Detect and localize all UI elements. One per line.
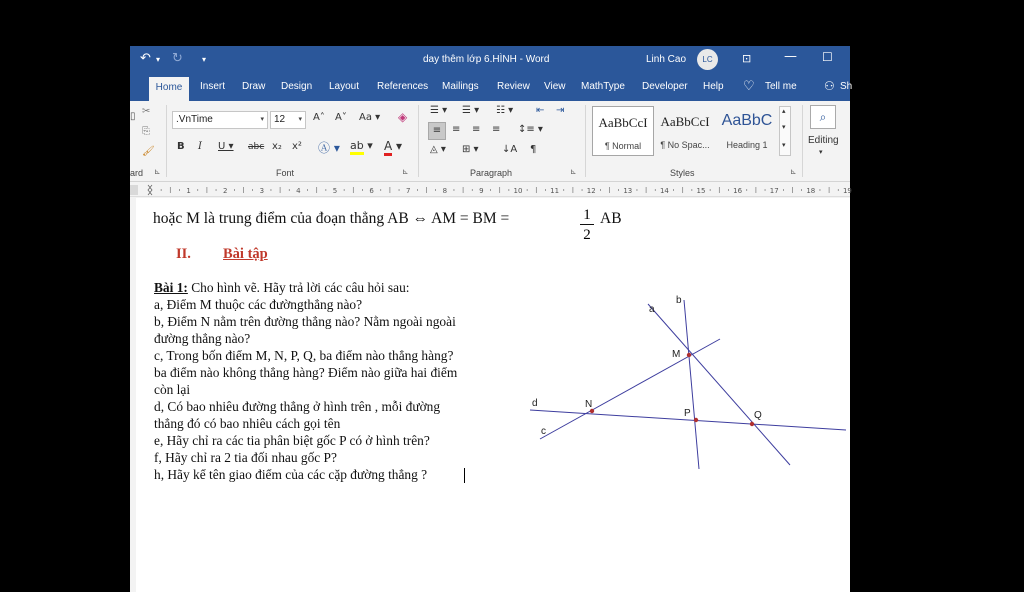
ruler-number: 11 <box>550 187 560 195</box>
paragraph-group-label: Paragraph <box>470 168 513 178</box>
ruler-number: 19 <box>842 187 852 195</box>
style-name: Heading 1 <box>726 140 768 150</box>
copy-icon[interactable]: ⎘ <box>142 126 150 137</box>
tab-layout[interactable]: Layout <box>329 81 360 92</box>
ruler-number: 2 <box>222 187 228 195</box>
ruler-number: 10 <box>513 187 523 195</box>
italic-icon[interactable]: I <box>198 141 202 152</box>
label-line-c: c <box>541 426 546 437</box>
ruler-number: 1 <box>186 187 191 195</box>
tab-design[interactable]: Design <box>281 81 313 92</box>
editing-label[interactable]: Editing <box>808 135 839 146</box>
strikethrough-icon[interactable]: abc <box>248 142 265 152</box>
increase-indent-icon[interactable]: ⇥ <box>556 105 565 116</box>
midpoint-definition: hoặc M là trung điểm của đoạn thẳng AB ⇔ AM = BM = <box>153 210 510 227</box>
paste-icon[interactable]: ▯ <box>130 111 136 122</box>
tab-insert[interactable]: Insert <box>200 81 226 92</box>
clear-formatting-icon[interactable]: ◈ <box>398 110 408 124</box>
search-icon: ⌕ <box>819 110 827 124</box>
redo-icon[interactable]: ↻ <box>172 51 183 66</box>
subscript-icon[interactable]: x₂ <box>272 141 282 152</box>
line-c <box>540 339 720 439</box>
style-sample: AaBbC <box>721 112 773 129</box>
point-m <box>687 353 691 357</box>
question-c-cont2: còn lại <box>154 382 191 397</box>
multilevel-list-icon[interactable]: ☷ ▾ <box>496 105 514 116</box>
change-case-icon[interactable]: Aa ▾ <box>359 112 381 123</box>
paragraph-launcher-icon[interactable]: ⊾ <box>570 167 577 176</box>
label-point-n: N <box>585 399 593 410</box>
ruler-number: 17 <box>769 187 779 195</box>
shading-icon[interactable]: ◬ ▾ <box>430 144 446 155</box>
question-b-cont: đường thẳng nào? <box>154 331 251 346</box>
chevron-down-icon: ▾ <box>260 116 264 123</box>
align-right-icon[interactable]: ≡ <box>472 124 481 135</box>
question-c-cont: ba điểm nào không thẳng hàng? Điểm nào giữa hai điểm <box>154 365 458 380</box>
minimize-icon[interactable]: — <box>784 49 797 64</box>
undo-icon[interactable]: ↶ <box>140 51 151 66</box>
fraction-denominator: 2 <box>583 227 591 243</box>
format-painter-icon[interactable]: 🖌 <box>142 146 155 157</box>
align-center-icon[interactable]: ≡ <box>452 124 461 135</box>
question-f: f, Hãy chỉ ra 2 tia đối nhau gốc P? <box>154 450 337 465</box>
clipboard-launcher-icon[interactable]: ⊾ <box>154 167 161 176</box>
borders-icon[interactable]: ⊞ ▾ <box>462 144 479 155</box>
styles-launcher-icon[interactable]: ⊾ <box>790 167 797 176</box>
tab-developer[interactable]: Developer <box>642 81 688 92</box>
exercise-label: Bài 1: <box>154 280 188 295</box>
style-name: ¶ Normal <box>604 141 642 151</box>
chevron-down-icon[interactable]: ▾ <box>782 123 786 131</box>
style-sample: AaBbCcI <box>598 115 648 130</box>
question-d: d, Có bao nhiêu đường thẳng ở hình trên , mỗi đường <box>154 399 441 414</box>
style-sample: AaBbCcI <box>660 114 710 129</box>
tab-help[interactable]: Help <box>703 81 724 92</box>
line-spacing-icon[interactable]: ↕≡ ▾ <box>518 124 543 135</box>
undo-dropdown-icon[interactable]: ▾ <box>156 55 161 64</box>
exercise-prompt: Cho hình vẽ. Hãy trả lời các câu hỏi sau: <box>187 280 410 295</box>
point-p <box>694 418 698 422</box>
label-line-a: a <box>649 304 655 315</box>
more-styles-icon[interactable]: ▾ <box>782 141 786 149</box>
line-b <box>684 300 699 469</box>
question-h: h, Hãy kể tên giao điểm của các cặp đường thẳng ? <box>154 467 428 482</box>
ruler-number: 14 <box>659 187 669 195</box>
ruler-number: 15 <box>696 187 706 195</box>
show-formatting-icon[interactable]: ¶ <box>530 144 537 155</box>
ruler-number: 9 <box>479 187 484 195</box>
font-group-label: Font <box>276 168 295 178</box>
point-q <box>750 422 754 426</box>
align-left-icon[interactable]: ≡ <box>428 122 446 140</box>
document-title: day thêm lớp 6.HÌNH - Word <box>423 54 550 65</box>
label-point-q: Q <box>754 410 762 421</box>
justify-icon[interactable]: ≡ <box>492 124 501 135</box>
sort-icon[interactable]: ↓A <box>502 144 518 155</box>
clipboard-group-label: ard <box>130 168 144 178</box>
section-title: Bài tập <box>223 246 268 262</box>
question-b: b, Điểm N nằm trên đường thẳng nào? Nằm ngoài ngoài <box>154 314 456 329</box>
ruler-number: 18 <box>806 187 816 195</box>
label-point-p: P <box>684 408 691 419</box>
ruler-number: 16 <box>733 187 743 195</box>
tab-draw[interactable]: Draw <box>242 81 266 92</box>
ruler-number: 8 <box>442 187 448 195</box>
customize-qat-icon[interactable]: ▾ <box>202 55 207 64</box>
tab-view[interactable]: View <box>544 81 566 92</box>
label-line-b: b <box>676 295 682 306</box>
bold-icon[interactable]: B <box>177 141 185 152</box>
tab-references[interactable]: References <box>377 81 429 92</box>
user-name[interactable]: Linh Cao <box>646 54 687 65</box>
tell-me-search[interactable]: Tell me <box>765 81 797 92</box>
tab-mailings[interactable]: Mailings <box>442 81 479 92</box>
ruler-number: 3 <box>259 187 265 195</box>
ribbon-display-icon[interactable]: ⊡ <box>742 52 752 65</box>
cut-icon[interactable]: ✂ <box>142 106 151 117</box>
font-name-value: .VnTime <box>176 114 213 125</box>
ruler-number: 13 <box>623 187 633 195</box>
decrease-indent-icon[interactable]: ⇤ <box>536 105 545 116</box>
text-effects-icon[interactable]: Ⓐ ▾ <box>318 141 340 155</box>
ruler-number: 12 <box>586 187 596 195</box>
maximize-icon[interactable]: ☐ <box>822 50 833 64</box>
superscript-icon[interactable]: x² <box>292 141 302 152</box>
styles-group-label: Styles <box>670 168 695 178</box>
chevron-down-icon[interactable]: ▾ <box>819 148 823 156</box>
section-number: II. <box>176 246 191 262</box>
font-size-value: 12 <box>274 114 286 125</box>
numbering-icon[interactable]: ☰ ▾ <box>462 105 480 116</box>
tab-review[interactable]: Review <box>497 81 530 92</box>
chevron-down-icon: ▾ <box>298 116 302 123</box>
tab-mathtype[interactable]: MathType <box>581 81 625 92</box>
question-a: a, Điểm M thuộc các đườngthẳng nào? <box>154 297 363 312</box>
label-point-m: M <box>672 349 681 360</box>
fraction-numerator: 1 <box>580 206 594 225</box>
underline-icon[interactable]: U ▾ <box>218 141 234 152</box>
chevron-up-icon[interactable]: ▴ <box>782 107 786 115</box>
ruler-number: 7 <box>405 187 411 195</box>
tab-home[interactable]: Home <box>149 77 189 101</box>
ruler-number: 6 <box>369 187 374 195</box>
lightbulb-icon[interactable]: ♡ <box>743 78 755 93</box>
ruler-number: 5 <box>332 187 338 195</box>
avatar[interactable]: LC <box>697 49 718 70</box>
grow-font-icon[interactable]: A˄ <box>313 112 325 123</box>
label-line-d: d <box>532 398 538 409</box>
bullets-icon[interactable]: ☰ ▾ <box>430 105 448 116</box>
style-name: ¶ No Spac... <box>660 140 710 150</box>
shrink-font-icon[interactable]: A˅ <box>335 112 347 123</box>
font-color-icon[interactable]: A ▾ <box>384 139 402 153</box>
question-d-cont: thẳng đó có bao nhiêu cách gọi tên <box>154 416 341 431</box>
ruler-number: 4 <box>296 187 301 195</box>
share-icon[interactable]: ⚇ <box>824 79 835 93</box>
line-a <box>648 304 790 465</box>
question-e: e, Hãy chỉ ra các tia phân biệt gốc P có ở hình trên? <box>154 433 430 448</box>
share-button[interactable]: Sh <box>840 81 853 92</box>
highlight-icon[interactable]: ab ▾ <box>350 139 373 152</box>
question-c: c, Trong bốn điểm M, N, P, Q, ba điểm nào thẳng hàng? <box>154 348 454 363</box>
font-launcher-icon[interactable]: ⊾ <box>402 167 409 176</box>
midpoint-definition-end: AB <box>600 210 622 227</box>
